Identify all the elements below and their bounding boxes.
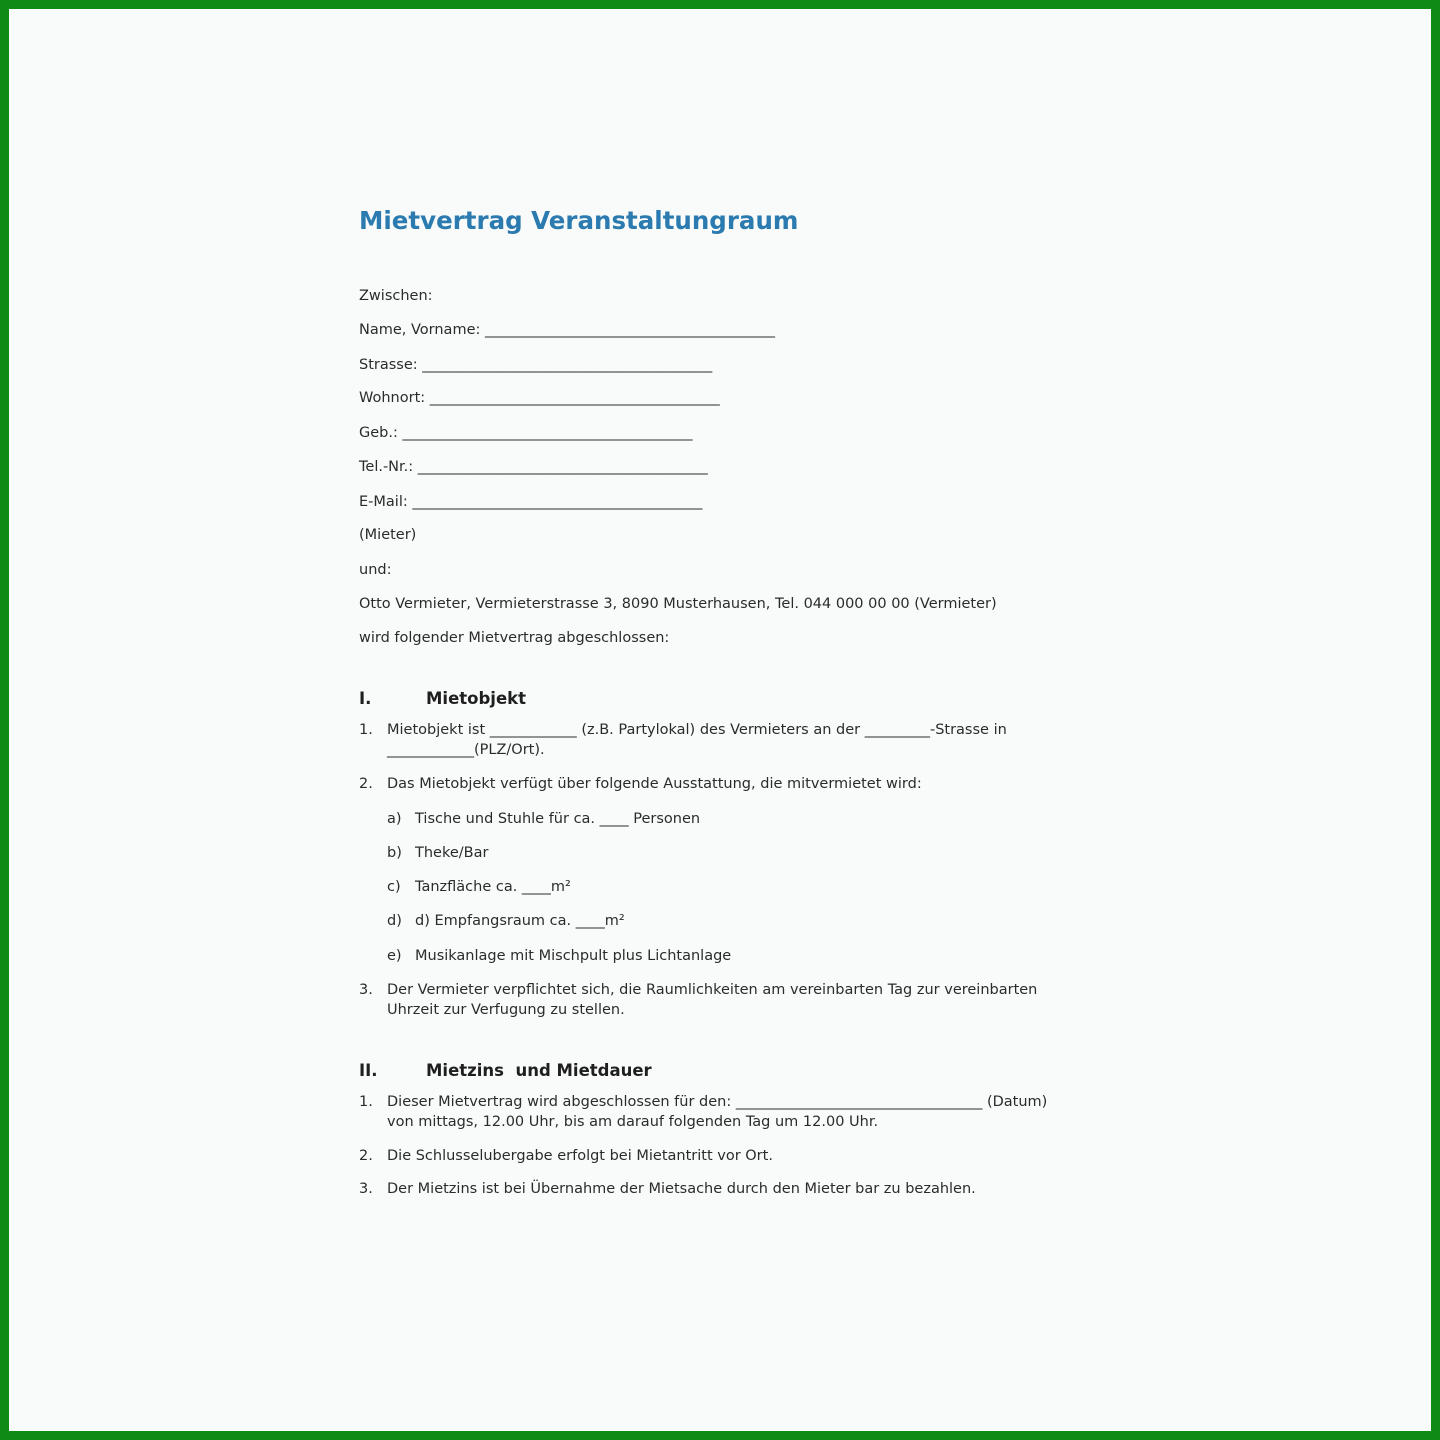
closing-text: wird folgender Mietvertrag abgeschlossen: xyxy=(359,630,670,646)
item-text: Der Mietzins ist bei Übernahme der Mietsache durch den Mieter bar zu bezahlen. xyxy=(387,1181,976,1197)
section-title: Mietobjekt xyxy=(426,689,527,708)
sub-item-letter: c) xyxy=(387,879,401,895)
field-email: E-Mail: ________________________________________ xyxy=(359,494,703,510)
sub-item-text: Theke/Bar xyxy=(415,845,489,861)
sub-item-letter: d) xyxy=(387,913,402,929)
section-heading xyxy=(359,689,526,708)
sub-item-text: Tische und Stuhle für ca. ____ Personen xyxy=(415,811,701,827)
item-text: Dieser Mietvertrag wird abgeschlossen für den: __________________________________ (Datum) von mittags, 12.00 Uhr, bis am darauf folgenden Tag um 12.00 Uhr. xyxy=(387,1094,1048,1130)
item-text: Mietobjekt ist ____________ (z.B. Partylokal) des Vermieters an der _________-Strasse in ____________(PLZ/Ort). xyxy=(387,722,1007,758)
intro-text: Zwischen: xyxy=(359,288,433,304)
field-street: Strasse: ________________________________________ xyxy=(359,357,713,373)
sub-item-text: d) Empfangsraum ca. ____m² xyxy=(415,913,625,929)
sub-item-text: Tanzfläche ca. ____m² xyxy=(415,879,571,895)
item-number: 1. xyxy=(359,722,373,738)
sub-item xyxy=(387,946,731,966)
sub-item-text: Musikanlage mit Mischpult plus Lichtanlage xyxy=(415,948,732,964)
sub-item xyxy=(387,843,488,863)
field-birthdate: Geb.: ________________________________________ xyxy=(359,425,693,441)
sub-item xyxy=(387,877,571,897)
section-number: I. xyxy=(359,689,372,708)
item-text: Die Schlusselubergabe erfolgt bei Mietantritt vor Ort. xyxy=(387,1148,773,1164)
section-heading xyxy=(359,1061,652,1080)
item-number: 2. xyxy=(359,776,373,792)
item-number: 1. xyxy=(359,1094,373,1110)
section-number: II. xyxy=(359,1061,378,1080)
item-text: Das Mietobjekt verfügt über folgende Ausstattung, die mitvermietet wird: xyxy=(387,776,922,792)
sub-item xyxy=(387,809,700,829)
document-title: Mietvertrag Veranstaltungraum xyxy=(359,206,799,235)
and-text: und: xyxy=(359,562,392,578)
item-number: 3. xyxy=(359,1181,373,1197)
field-residence: Wohnort: ________________________________________ xyxy=(359,390,720,406)
item-number: 2. xyxy=(359,1148,373,1164)
section-title: Mietzins und Mietdauer xyxy=(426,1061,652,1080)
sub-item-letter: a) xyxy=(387,811,402,827)
sub-item xyxy=(387,911,625,931)
item-text: Der Vermieter verpflichtet sich, die Raumlichkeiten am vereinbarten Tag zur vereinbarten Uhrzeit zur Verfugung zu stellen. xyxy=(387,982,1038,1018)
item-number: 3. xyxy=(359,982,373,998)
sub-item-letter: b) xyxy=(387,845,402,861)
field-phone: Tel.-Nr.: ________________________________________ xyxy=(359,459,708,475)
field-name: Name, Vorname: ________________________________________ xyxy=(359,322,775,338)
sub-item-letter: e) xyxy=(387,948,402,964)
landlord-details: Otto Vermieter, Vermieterstrasse 3, 8090 Musterhausen, Tel. 044 000 00 00 (Vermieter) xyxy=(359,596,997,612)
tenant-role: (Mieter) xyxy=(359,527,417,543)
